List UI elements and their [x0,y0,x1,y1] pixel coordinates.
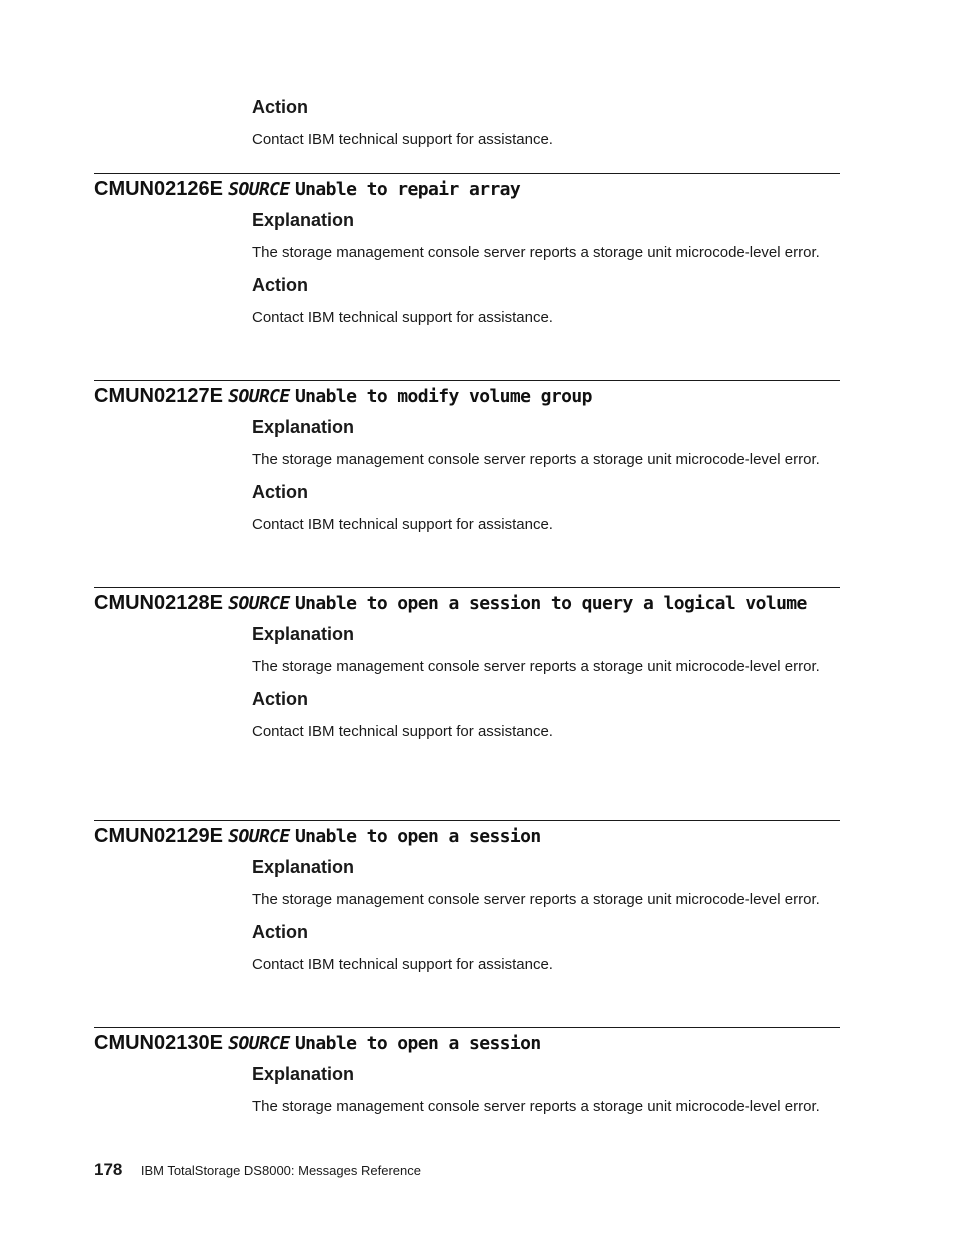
action-text: Contact IBM technical support for assistance. [252,131,553,148]
lead-action-section [252,96,832,150]
explanation-heading: Explanation [252,210,355,230]
message-id: CMUN02127E [94,385,223,407]
action-text: Contact IBM technical support for assistance. [252,955,553,973]
action-heading: Action [252,481,308,502]
message-body [252,203,822,327]
message-source: SOURCE [228,179,290,200]
message-source: SOURCE [228,826,290,847]
message-title [94,174,840,203]
message-source: SOURCE [228,593,290,614]
message-body [252,410,822,534]
message-id: CMUN02126E [94,178,223,200]
explanation-heading: Explanation [252,417,355,437]
explanation-text: The storage management console server reports a storage unit microcode-level error. [252,891,820,908]
message-entry [94,380,840,534]
message-id: CMUN02130E [94,1032,223,1054]
explanation-text: The storage management console server reports a storage unit microcode-level error. [252,244,820,261]
explanation-heading: Explanation [252,624,355,644]
message-entry [94,820,840,974]
action-text: Contact IBM technical support for assistance. [252,515,553,533]
message-text: Unable to repair array [294,179,521,200]
message-entry [94,173,840,327]
action-text: Contact IBM technical support for assistance. [252,722,553,740]
message-entry [94,587,840,741]
message-text: Unable to open a session [294,1033,541,1054]
message-id: CMUN02128E [94,592,223,614]
message-source: SOURCE [228,386,290,407]
action-heading: Action [252,688,308,709]
explanation-text: The storage management console server reports a storage unit microcode-level error. [252,451,820,468]
action-heading: Action [252,274,308,295]
page-number: 178 [94,1160,123,1179]
message-body [252,1057,822,1117]
message-source: SOURCE [228,1033,290,1054]
explanation-text: The storage management console server reports a storage unit microcode-level error. [252,1098,820,1115]
message-title [94,821,840,850]
action-heading: Action [252,921,308,942]
message-entry [94,1027,840,1117]
message-title [94,1028,840,1057]
action-text: Contact IBM technical support for assistance. [252,308,553,326]
page-footer [94,1160,421,1180]
message-text: Unable to open a session [294,826,541,847]
message-text: Unable to modify volume group [294,386,592,407]
action-heading: Action [252,97,308,117]
message-body [252,850,822,974]
explanation-heading: Explanation [252,1064,355,1084]
book-title: IBM TotalStorage DS8000: Messages Reference [140,1163,421,1178]
message-title [94,588,840,617]
message-id: CMUN02129E [94,825,223,847]
message-body [252,617,822,741]
explanation-text: The storage management console server reports a storage unit microcode-level error. [252,658,820,675]
message-text: Unable to open a session to query a logical volume [294,593,807,614]
message-title [94,381,840,410]
explanation-heading: Explanation [252,857,355,877]
